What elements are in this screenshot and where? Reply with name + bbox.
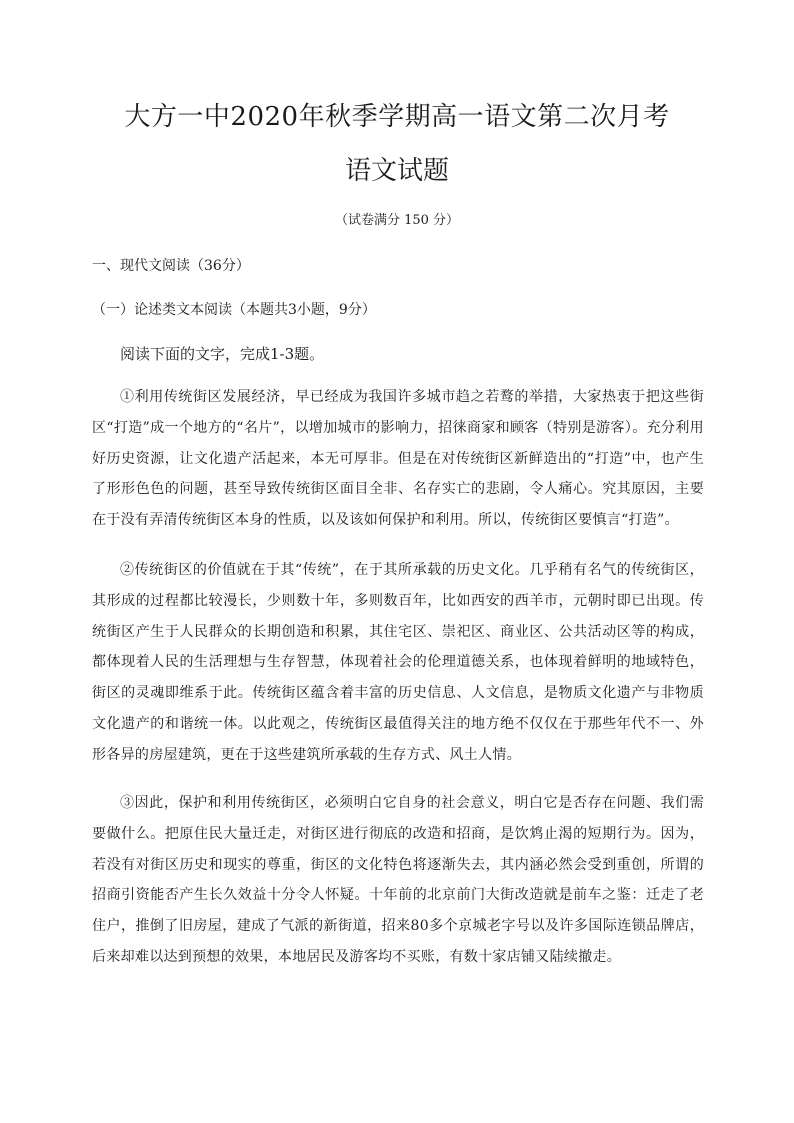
subsection-heading: （一）论述类文本阅读（本题共3小题，9分） xyxy=(92,302,376,318)
reading-instruction: 阅读下面的文字，完成1-3题。 xyxy=(120,345,325,363)
score-note: （试卷满分 150 分） xyxy=(334,213,460,228)
passage-paragraph-3: ③因此，保护和利用传统街区，必须明白它自身的社会意义，明白它是否存在问题、我们需要做什么。把原住民大量迁走，对街区进行彻底的改造和招商，是饮鸩止渴的短期行为。因为，若没有对街区历史和现实的尊重，街区的文化特色将逐渐失去，其内涵必然会受到重创，所谓的招商引资能否产生长久效益十分令人怀疑。十年前的北京前门大街改造就是前车之鉴：迁走了老住户，推倒了旧房屋，建成了气派的新街道，招来80多个京城老字号以及许多国际连锁品牌店，后来却难以达到预想的效果，本地居民及游客均不买账，有数十家店铺又陆续撤走。 xyxy=(92,795,704,965)
passage-paragraph-2: ②传统街区的价值就在于其“传统”，在于其所承载的历史文化。几乎稍有名气的传统街区，其形成的过程都比较漫长，少则数十年，多则数百年，比如西安的西羊市，元朝时即已出现。传统街区产生于人民群众的长期创造和积累，其住宅区、崇祀区、商业区、公共活动区等的构成，都体现着人民的生活理想与生存智慧，体现着社会的伦理道德关系，也体现着鲜明的地域特色，街区的灵魂即维系于此。传统街区蕴含着丰富的历史信息、人文信息，是物质文化遗产与非物质文化遗产的和谐统一体。以此观之，传统街区最值得关注的地方绝不仅仅在于那些年代不一、外形各异的房屋建筑，更在于这些建筑所承载的生存方式、风土人情。 xyxy=(92,562,704,763)
exam-title: 大方一中2020年秋季学期高一语文第二次月考 xyxy=(124,102,670,132)
exam-subtitle: 语文试题 xyxy=(344,156,449,186)
passage-paragraph-1: ①利用传统街区发展经济，早已经成为我国许多城市趋之若鹜的举措，大家热衷于把这些街区“打造”成一个地方的“名片”，以增加城市的影响力，招徕商家和顾客（特别是游客）。充分利用好历史资源，让文化遗产活起来，本无可厚非。但是在对传统街区新鲜造出的“打造”中，也产生了形形色色的问题，甚至导致传统街区面目全非、名存实亡的悲剧，令人痛心。究其原因，主要在于没有弄清传统街区本身的性质，以及该如何保护和利用。所以，传统街区要慎言“打造”。 xyxy=(92,389,704,529)
section-heading: 一、现代文阅读（36分） xyxy=(92,258,250,274)
